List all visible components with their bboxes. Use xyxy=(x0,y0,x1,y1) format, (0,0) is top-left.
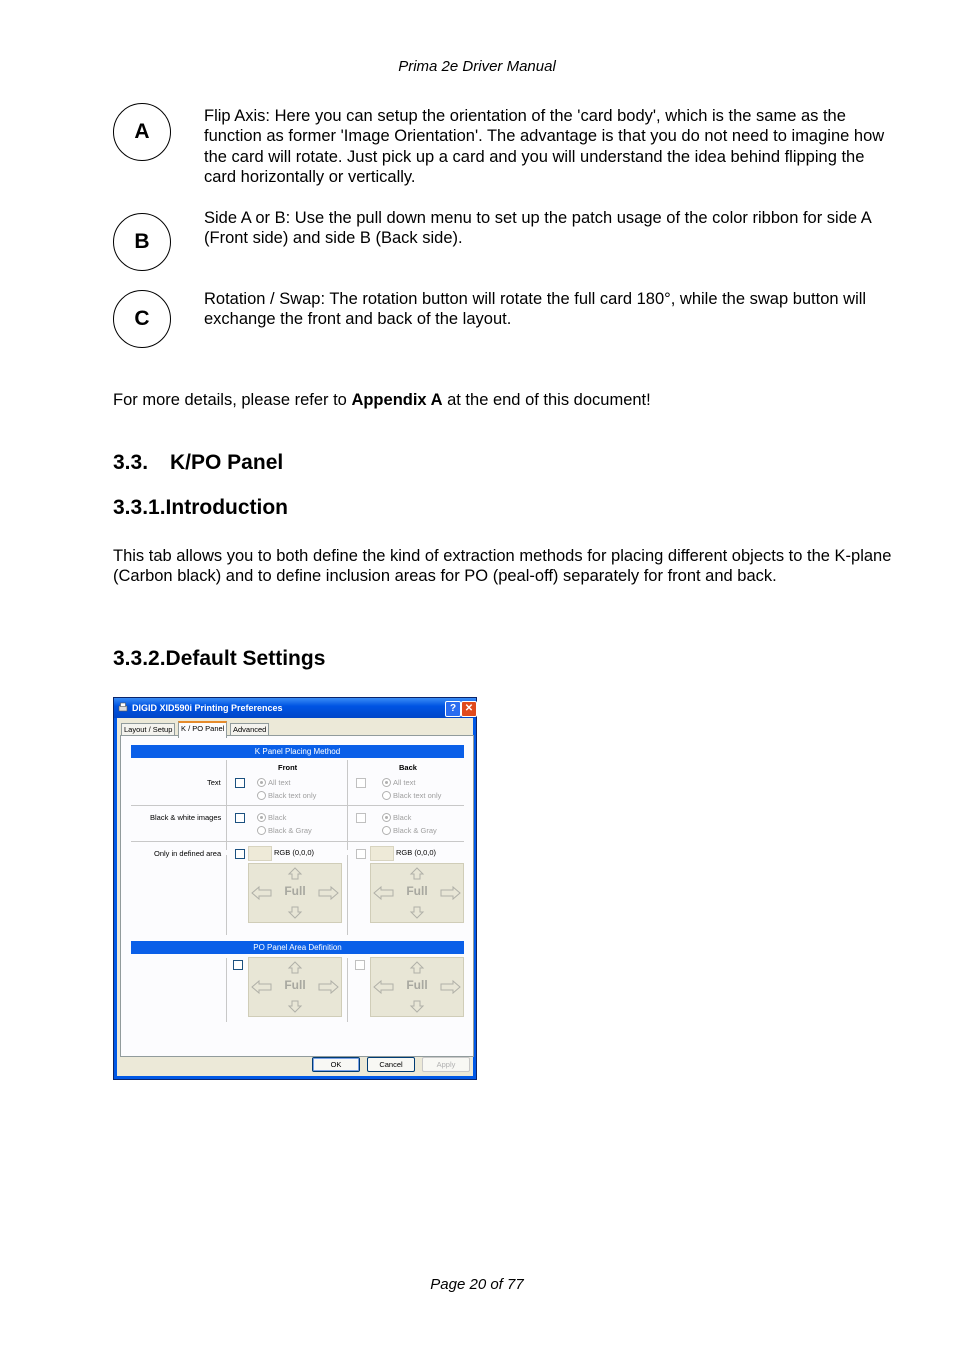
close-button[interactable]: ✕ xyxy=(461,701,477,717)
back-all-text-radio[interactable] xyxy=(382,778,391,787)
back-color-swatch[interactable] xyxy=(370,846,394,861)
divider-v3 xyxy=(226,855,227,935)
tab-k-po-panel[interactable]: K / PO Panel xyxy=(178,721,227,738)
back-black-label: Black xyxy=(393,813,412,822)
details-paragraph xyxy=(113,390,651,410)
back-column-label: Back xyxy=(399,763,417,772)
details-post: at the end of this document! xyxy=(442,391,651,409)
back-k-full-label: Full xyxy=(406,884,428,898)
callout-b-circle: B xyxy=(113,213,171,271)
row-bw-label: Black & white images xyxy=(150,813,222,822)
dialog-titlebar xyxy=(114,698,476,718)
front-po-area-box[interactable] xyxy=(248,957,342,1017)
callout-c-text: Rotation / Swap: The rotation button will rotate the full card 180°, while the swap button will exchange the front and back of the layout. xyxy=(204,290,867,329)
page-header: Prima 2e Driver Manual xyxy=(398,58,556,75)
front-black-text-radio[interactable] xyxy=(257,791,266,800)
back-black-text-radio[interactable] xyxy=(382,791,391,800)
row-area-label: Only in defined area xyxy=(154,849,222,858)
k-panel-header: K Panel Placing Method xyxy=(131,745,464,758)
back-po-area-box[interactable] xyxy=(370,957,464,1017)
tab-layout-setup[interactable]: Layout / Setup xyxy=(121,723,175,736)
back-black-radio[interactable] xyxy=(382,813,391,822)
tab-advanced[interactable]: Advanced xyxy=(230,723,269,736)
back-black-text-label: Black text only xyxy=(393,791,442,800)
front-black-text-label: Black text only xyxy=(268,791,317,800)
heading-3-3 xyxy=(113,451,283,475)
back-text-checkbox[interactable] xyxy=(356,778,366,788)
divider-v6 xyxy=(347,958,348,1022)
heading-3-3-number: 3.3. xyxy=(113,451,149,474)
details-bold: Appendix A xyxy=(351,391,443,409)
preferences-dialog xyxy=(113,697,477,1080)
row-text-label: Text xyxy=(207,778,221,787)
apply-button[interactable]: Apply xyxy=(422,1057,470,1072)
front-bw-checkbox[interactable] xyxy=(235,813,245,823)
ok-button[interactable]: OK xyxy=(312,1057,360,1072)
back-black-gray-label: Black & Gray xyxy=(393,826,437,835)
details-pre: For more details, please refer to xyxy=(113,391,352,409)
help-button[interactable]: ? xyxy=(445,701,461,717)
k-po-panel xyxy=(120,735,474,1057)
po-panel-header: PO Panel Area Definition xyxy=(131,941,464,954)
back-po-full-label: Full xyxy=(406,978,428,992)
front-black-gray-label: Black & Gray xyxy=(268,826,312,835)
back-all-text-label: All text xyxy=(393,778,416,787)
back-rgb-label: RGB (0,0,0) xyxy=(396,848,437,857)
back-k-area-box[interactable] xyxy=(370,863,464,923)
back-black-gray-radio[interactable] xyxy=(382,826,391,835)
front-column-label: Front xyxy=(278,763,298,772)
callout-c-circle: C xyxy=(113,290,171,348)
heading-3-3-title: K/PO Panel xyxy=(170,451,284,474)
front-po-checkbox[interactable] xyxy=(233,960,243,970)
back-bw-checkbox[interactable] xyxy=(356,813,366,823)
callout-a-text: Flip Axis: Here you can setup the orientation of the 'card body', which is the same as the function as former 'Image Orientation'. The advantage is that you do not need to imagine how the card will rotate. Just pick up a card and you will understand the idea behind flipping the card horizontally or vertically. xyxy=(204,107,885,186)
front-all-text-radio[interactable] xyxy=(257,778,266,787)
front-rgb-label: RGB (0,0,0) xyxy=(274,848,315,857)
divider-v5 xyxy=(226,958,227,1022)
heading-3-3-2: 3.3.2.Default Settings xyxy=(113,647,326,670)
callout-b-text: Side A or B: Use the pull down menu to set up the patch usage of the color ribbon for side A (Front side) and side B (Back side). xyxy=(204,209,871,248)
divider-v4 xyxy=(347,855,348,935)
front-text-checkbox[interactable] xyxy=(235,778,245,788)
dialog-client xyxy=(117,718,473,1076)
back-area-checkbox[interactable] xyxy=(356,849,366,859)
front-black-label: Black xyxy=(268,813,287,822)
front-po-full-label: Full xyxy=(284,978,306,992)
dialog-title: DIGID XID590i Printing Preferences xyxy=(132,703,283,713)
front-k-full-label: Full xyxy=(284,884,306,898)
divider-h1 xyxy=(131,805,464,806)
callout-a-circle: A xyxy=(113,103,171,161)
divider-h2 xyxy=(131,841,464,842)
cancel-button[interactable]: Cancel xyxy=(367,1057,415,1072)
printer-icon xyxy=(118,702,128,713)
front-black-gray-radio[interactable] xyxy=(257,826,266,835)
front-all-text-label: All text xyxy=(268,778,291,787)
front-black-radio[interactable] xyxy=(257,813,266,822)
page-footer: Page 20 of 77 xyxy=(430,1276,524,1293)
front-k-area-box[interactable] xyxy=(248,863,342,923)
front-color-swatch[interactable] xyxy=(248,846,272,861)
intro-paragraph: This tab allows you to both define the kind of extraction methods for placing different objects to the K-plane (Carbon black) and to define inclusion areas for PO (peal-off) separately for front and back. xyxy=(113,547,892,586)
heading-3-3-1: 3.3.1.Introduction xyxy=(113,496,289,519)
back-po-checkbox[interactable] xyxy=(355,960,365,970)
front-area-checkbox[interactable] xyxy=(235,849,245,859)
